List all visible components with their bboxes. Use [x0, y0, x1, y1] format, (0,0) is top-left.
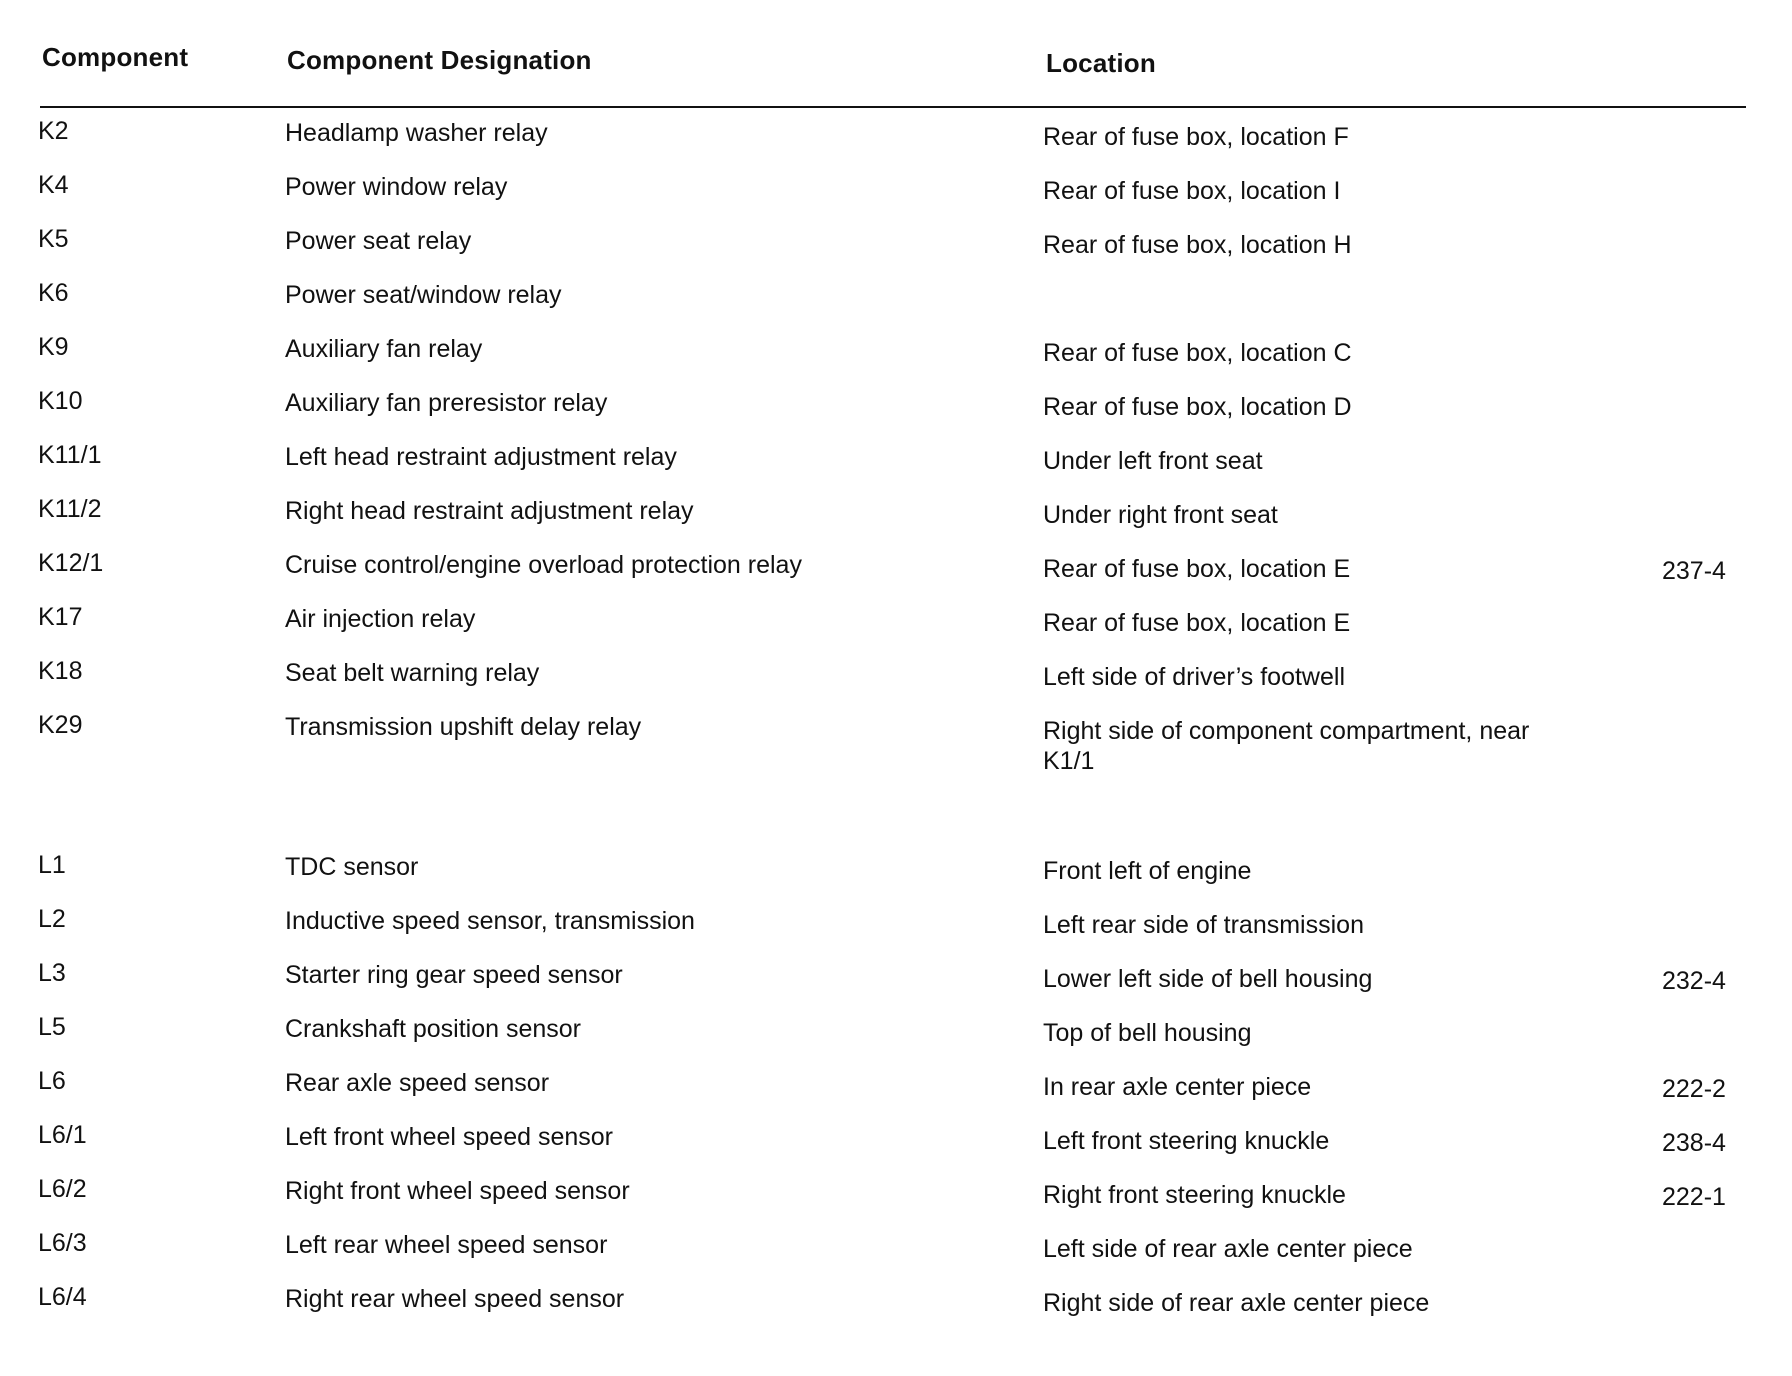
- component-designation: Headlamp washer relay: [285, 119, 548, 147]
- table-row: [0, 490, 1792, 544]
- table-row: [0, 706, 1792, 796]
- header-divider: [40, 106, 1746, 108]
- component-designation: Starter ring gear speed sensor: [285, 961, 623, 989]
- table-row: [0, 598, 1792, 652]
- component-location: Front left of engine: [1043, 857, 1252, 885]
- table-row: [0, 1170, 1792, 1224]
- component-location: Right front steering knuckle: [1043, 1181, 1346, 1209]
- table-row: [0, 846, 1792, 900]
- component-code: K5: [38, 225, 69, 253]
- component-location: Rear of fuse box, location C: [1043, 339, 1352, 367]
- table-row: [0, 544, 1792, 598]
- component-code: K29: [38, 711, 83, 739]
- component-code: L2: [38, 905, 66, 933]
- table-row: [0, 1062, 1792, 1116]
- component-code: K17: [38, 603, 83, 631]
- component-location: Lower left side of bell housing: [1043, 965, 1373, 993]
- component-location: Rear of fuse box, location F: [1043, 123, 1349, 151]
- table-row: [0, 900, 1792, 954]
- table-row: [0, 166, 1792, 220]
- component-code: L6/3: [38, 1229, 87, 1257]
- table-row: [0, 1008, 1792, 1062]
- component-designation: Left rear wheel speed sensor: [285, 1231, 608, 1259]
- component-designation: Rear axle speed sensor: [285, 1069, 550, 1097]
- section-spacer: [0, 796, 1792, 846]
- reference-number: 222-2: [1662, 1075, 1726, 1103]
- component-designation: Right head restraint adjustment relay: [285, 497, 694, 525]
- table-row: [0, 954, 1792, 1008]
- component-location: Rear of fuse box, location E: [1043, 609, 1351, 637]
- component-code: K2: [38, 117, 69, 145]
- component-code: L6/4: [38, 1283, 87, 1311]
- component-code: L3: [38, 959, 66, 987]
- component-location: Under left front seat: [1043, 447, 1263, 475]
- table-body: [0, 112, 1792, 1352]
- component-location: Left side of rear axle center piece: [1043, 1235, 1413, 1263]
- column-header-designation: Component Designation: [287, 45, 592, 75]
- component-code: L5: [38, 1013, 66, 1041]
- component-designation: Cruise control/engine overload protection relay: [285, 551, 802, 579]
- component-location: Rear of fuse box, location E: [1043, 555, 1351, 583]
- component-location: Top of bell housing: [1043, 1019, 1252, 1047]
- table-row: [0, 1278, 1792, 1332]
- component-designation: Auxiliary fan relay: [285, 335, 483, 363]
- component-designation: Auxiliary fan preresistor relay: [285, 389, 608, 417]
- component-code: L1: [38, 851, 66, 879]
- component-location: Left rear side of transmission: [1043, 911, 1364, 939]
- reference-number: 222-1: [1662, 1183, 1726, 1211]
- component-designation: TDC sensor: [285, 853, 419, 881]
- reference-number: 237-4: [1662, 557, 1726, 585]
- component-location: Right side of component compartment, near K1/1: [1043, 717, 1530, 775]
- component-designation: Air injection relay: [285, 605, 476, 633]
- table-row: [0, 274, 1792, 328]
- component-designation: Right front wheel speed sensor: [285, 1177, 630, 1205]
- table-row: [0, 112, 1792, 166]
- component-designation: Power seat/window relay: [285, 281, 562, 309]
- component-designation: Left front wheel speed sensor: [285, 1123, 613, 1151]
- component-designation: Crankshaft position sensor: [285, 1015, 581, 1043]
- component-designation: Seat belt warning relay: [285, 659, 540, 687]
- table-row: [0, 1116, 1792, 1170]
- table-header: [0, 0, 1792, 115]
- component-location: Under right front seat: [1043, 501, 1278, 529]
- component-location: Left side of driver’s footwell: [1043, 663, 1346, 691]
- column-header-component: Component: [42, 42, 189, 72]
- component-location: Rear of fuse box, location D: [1043, 393, 1352, 421]
- column-header-location: Location: [1046, 48, 1156, 78]
- component-designation: Power window relay: [285, 173, 508, 201]
- component-code: L6/2: [38, 1175, 87, 1203]
- component-location: Left front steering knuckle: [1043, 1127, 1330, 1155]
- component-designation: Power seat relay: [285, 227, 472, 255]
- table-row: [0, 328, 1792, 382]
- component-code: L6/1: [38, 1121, 87, 1149]
- table-row: [0, 220, 1792, 274]
- component-designation: Right rear wheel speed sensor: [285, 1285, 625, 1313]
- component-code: K11/1: [38, 441, 102, 469]
- reference-number: 238-4: [1662, 1129, 1726, 1157]
- component-code: K4: [38, 171, 69, 199]
- component-location: Rear of fuse box, location I: [1043, 177, 1341, 205]
- component-code: K10: [38, 387, 83, 415]
- reference-number: 232-4: [1662, 967, 1726, 995]
- component-designation: Transmission upshift delay relay: [285, 713, 642, 741]
- component-designation: Inductive speed sensor, transmission: [285, 907, 695, 935]
- component-code: K6: [38, 279, 69, 307]
- table-row: [0, 436, 1792, 490]
- table-row: [0, 1224, 1792, 1278]
- component-designation: Left head restraint adjustment relay: [285, 443, 677, 471]
- component-code: L6: [38, 1067, 66, 1095]
- table-row: [0, 382, 1792, 436]
- component-code: K9: [38, 333, 69, 361]
- component-code: K18: [38, 657, 83, 685]
- component-location: Rear of fuse box, location H: [1043, 231, 1352, 259]
- component-location: Right side of rear axle center piece: [1043, 1289, 1430, 1317]
- component-code: K11/2: [38, 495, 102, 523]
- component-code: K12/1: [38, 549, 104, 577]
- table-row: [0, 652, 1792, 706]
- component-location: In rear axle center piece: [1043, 1073, 1312, 1101]
